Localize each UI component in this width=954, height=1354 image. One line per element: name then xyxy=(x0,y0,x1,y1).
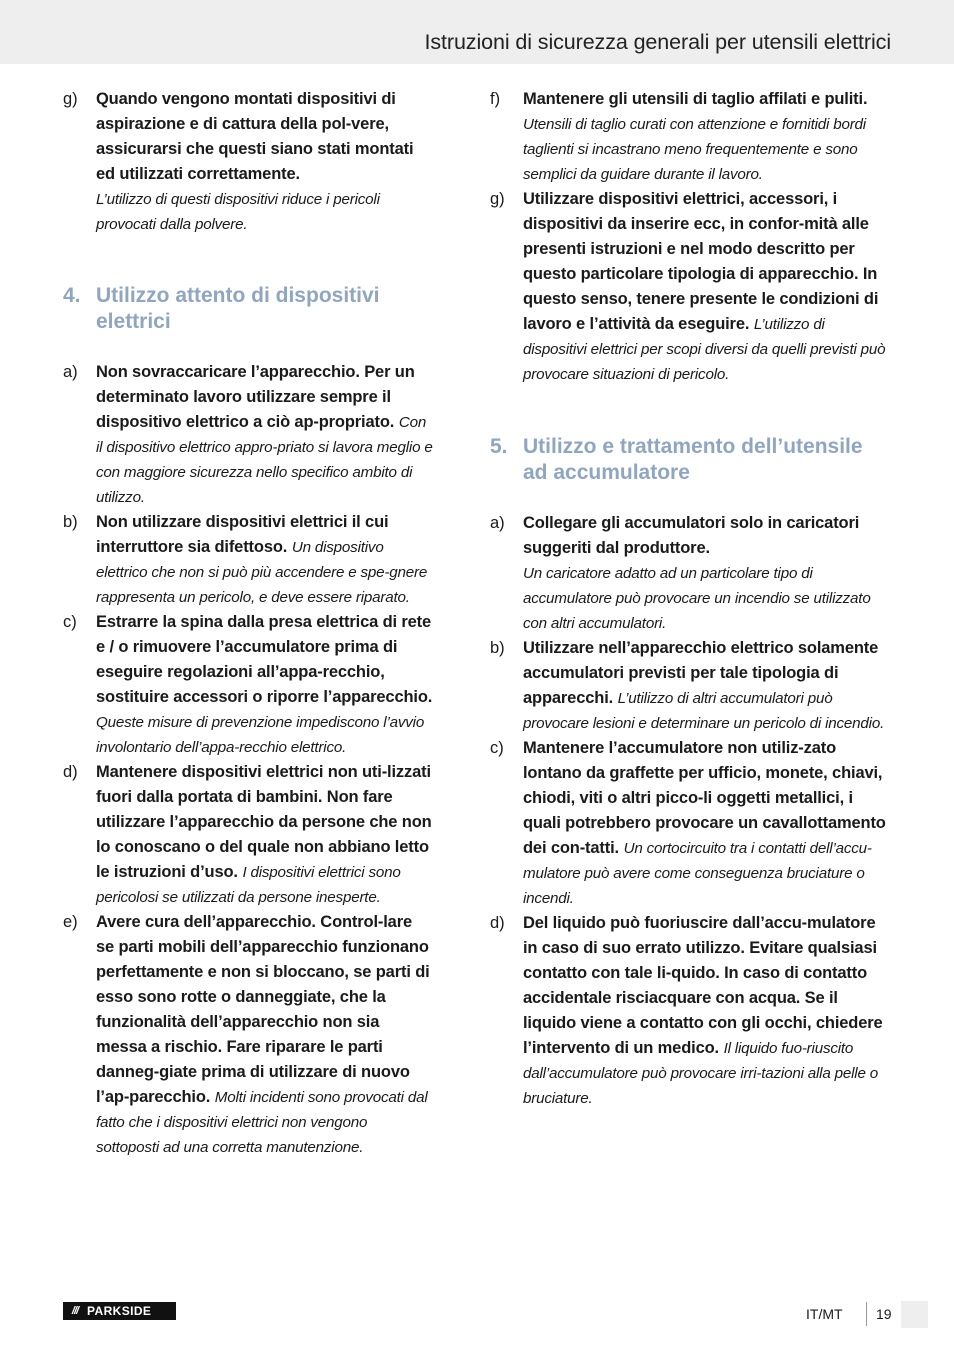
list-item-c xyxy=(490,736,890,911)
item-marker: b) xyxy=(63,513,78,531)
item-bold-text: Utilizzare nell’apparecchio elettrico solamente accumulatori previsti per tale tipologia di apparecchi. xyxy=(523,639,879,707)
item-italic-text: I dispositivi elettrici sono pericolosi se utilizzati da persone inesperte. xyxy=(96,864,401,906)
item-bold-text: Avere cura dell’apparecchio. Control-lare se parti mobili dell’apparecchio funzionano perfettamente e non si bloccano, se parti di esso sono rotte o danneggiate, che la funzionalità dell’apparecchio non sia messa a rischio. Fare riparare le parti danneg-giate prima di utilizzare di nuovo l’ap-parecchio. xyxy=(96,913,430,1106)
item-italic-text: Utensili di taglio curati con attenzione e fornitidi bordi taglienti si incastrano meno frequentemente e sono semplici da guidare durante il lavoro. xyxy=(523,116,866,183)
item-bold-text: Quando vengono montati dispositivi di aspirazione e di cattura della pol-vere, assicurarsi che questi siano stati montati ed utilizzati correttamente. xyxy=(96,90,414,183)
item-italic-text: Un dispositivo elettrico che non si può più accendere e spe-gnere rappresenta un pericolo, e deve essere riparato. xyxy=(96,539,428,606)
list-item-e xyxy=(63,910,433,1160)
logo-text: PARKSIDE xyxy=(87,1304,152,1318)
page-number: 19 xyxy=(876,1306,892,1322)
item-bold-text: Non utilizzare dispositivi elettrici il cui interruttore sia difettoso. xyxy=(96,513,389,556)
item-italic-text: L’utilizzo di dispositivi elettrici per scopi diversi da quelli previsti può provocare situazioni di pericolo. xyxy=(523,316,886,383)
item-marker: c) xyxy=(63,613,77,631)
list-item-g xyxy=(63,87,433,237)
item-bold-text: Del liquido può fuoriuscire dall’accu-mulatore in caso di suo errato utilizzo. Evitare qualsiasi contatto con tale li-quido. In caso di contatto accidentale risciacquare con acqua. Se il liquido viene a contatto con gli occhi, chiedere l’intervento di un medico. xyxy=(523,914,883,1057)
item-marker: e) xyxy=(63,913,78,931)
list-item-c xyxy=(63,610,433,760)
item-bold-text: Non sovraccaricare l’apparecchio. Per un determinato lavoro utilizzare sempre il dispositivo elettrico a ciò ap-propriato. xyxy=(96,363,415,431)
list-item-f xyxy=(490,87,890,187)
item-marker: d) xyxy=(63,763,78,781)
item-marker: d) xyxy=(490,914,505,932)
list-item-a xyxy=(490,511,890,636)
item-italic-text: L’utilizzo di altri accumulatori può provocare lesioni e determinare un pericolo di incendio. xyxy=(523,690,885,732)
item-italic-text: Queste misure di prevenzione impediscono l’avvio involontario dell’appa-recchio elettrico. xyxy=(96,714,425,756)
section-title-text: Utilizzo attento di dispositivi elettrici xyxy=(96,284,380,333)
page-title: Istruzioni di sicurezza generali per utensili elettrici xyxy=(424,30,891,54)
item-bold-text: Mantenere l’accumulatore non utiliz-zato lontano da graffette per ufficio, monete, chiavi, chiodi, viti o altri picco-li oggetti metallici, i quali potrebbero provocare un cavallottamento dei con-tatti. xyxy=(523,739,886,857)
parkside-logo xyxy=(63,1302,176,1320)
right-column xyxy=(490,87,890,1111)
item-marker: g) xyxy=(63,90,78,108)
header-band xyxy=(0,0,954,64)
item-bold-text: Estrarre la spina dalla presa elettrica di rete e / o rimuovere l’accumulatore prima di eseguire regolazioni all’appa-recchio, sostituire accessori o riporre l’apparecchio. xyxy=(96,613,433,706)
section-heading-4 xyxy=(63,283,433,335)
footer-tab-marker xyxy=(901,1301,928,1328)
item-bold-text: Mantenere gli utensili di taglio affilati e puliti. xyxy=(523,90,868,108)
item-bold-text: Utilizzare dispositivi elettrici, accessori, i dispositivi da inserire ecc, in confor-mità alle presenti istruzioni e nel modo descritto per questo particolare tipologia di apparecchio. In questo senso, tenere presente le condizioni di lavoro e l’attività da eseguire. xyxy=(523,190,879,333)
item-italic-text: Molti incidenti sono provocati dal fatto che i dispositivi elettrici non vengono sottoposti ad una corretta manutenzione. xyxy=(96,1089,428,1156)
item-marker: b) xyxy=(490,639,505,657)
item-italic-text: Il liquido fuo-riuscito dall’accumulatore può provocare irri-tazioni alla pelle o bruciature. xyxy=(523,1040,878,1107)
item-marker: a) xyxy=(490,514,505,532)
item-marker: f) xyxy=(490,90,501,108)
list-item-b xyxy=(63,510,433,610)
item-bold-text: Collegare gli accumulatori solo in caricatori suggeriti dal produttore. xyxy=(523,514,860,557)
list-item-b xyxy=(490,636,890,736)
left-column xyxy=(63,87,433,1160)
list-item-a xyxy=(63,360,433,510)
section-number: 4. xyxy=(63,284,81,307)
footer-divider xyxy=(866,1302,867,1326)
list-item-d xyxy=(63,760,433,910)
item-italic-text: L’utilizzo di questi dispositivi riduce i pericoli provocati dalla polvere. xyxy=(96,191,380,233)
section-number: 5. xyxy=(490,435,508,458)
item-italic-text: Un caricatore adatto ad un particolare tipo di accumulatore può provocare un incendio se utilizzato con altri accumulatori. xyxy=(523,565,871,632)
list-item-g xyxy=(490,187,890,387)
item-italic-text: Un cortocircuito tra i contatti dell’accu-mulatore può avere come conseguenza bruciature o incendi. xyxy=(523,840,872,907)
item-bold-text: Mantenere dispositivi elettrici non uti-lizzati fuori dalla portata di bambini. Non fare utilizzare l’apparecchio da persone che non lo conoscano o del quale non abbiano letto le istruzioni d’uso. xyxy=(96,763,432,881)
item-marker: a) xyxy=(63,363,78,381)
list-item-d xyxy=(490,911,890,1111)
item-marker: c) xyxy=(490,739,504,757)
logo-stripes: /// xyxy=(71,1305,79,1317)
item-marker: g) xyxy=(490,190,505,208)
section-heading-5 xyxy=(490,434,890,486)
section-title-text: Utilizzo e trattamento dell’utensile ad accumulatore xyxy=(523,435,863,484)
language-code: IT/MT xyxy=(806,1306,843,1322)
item-italic-text: Con il dispositivo elettrico appro-priato si lavora meglio e con maggiore sicurezza nello specifico ambito di utilizzo. xyxy=(96,414,433,506)
